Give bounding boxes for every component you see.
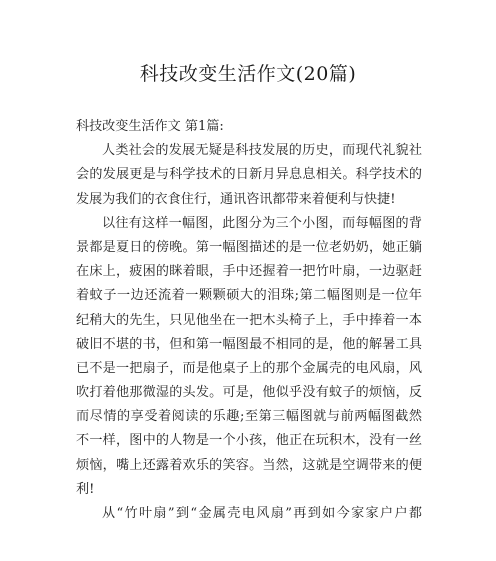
paragraph-line: 吹打着他那微湿的头发。可是，他似乎没有蚊子的烦恼，反 [76, 385, 422, 401]
paragraph-line: 会的发展更是与科学技术的日新月异息息相关。科学技术的 [76, 167, 422, 183]
paragraph-line: 已不是一把扇子，而是他桌子上的那个金属壳的电风扇，风 [76, 360, 422, 376]
paragraph-line: 烦恼，嘴上还露着欢乐的笑容。当然，这就是空调带来的便 [76, 457, 422, 473]
paragraph-line: 纪稍大的先生，只见他坐在一把木头椅子上，手中捧着一本 [76, 312, 422, 328]
paragraph-line: 人类社会的发展无疑是科技发展的历史，而现代礼貌社 [102, 143, 422, 159]
paragraph-line: 景都是夏日的傍晚。第一幅图描述的是一位老奶奶，她正躺 [76, 239, 422, 255]
paragraph-line: 以往有这样一幅图，此图分为三个小图，而每幅图的背 [102, 215, 422, 231]
paragraph-line: 破旧不堪的书，但和第一幅图最不相同的是，他的解暑工具 [76, 336, 422, 352]
paragraph-line: 在床上，疲困的眯着眼，手中还握着一把竹叶扇，一边驱赶 [76, 264, 422, 280]
paragraph-line: 不一样，图中的人物是一个小孩，他正在玩积木，没有一丝 [76, 433, 422, 449]
paragraph-line: 利! [76, 481, 95, 497]
paragraph-line: 发展为我们的衣食住行，通讯咨讯都带来着便利与快捷! [76, 191, 396, 207]
paragraph-line: 而尽情的享受着阅读的乐趣;至第三幅图就与前两幅图截然 [76, 409, 422, 425]
paragraph-line: 从“竹叶扇”到“金属壳电风扇”再到如今家家户户都 [102, 506, 422, 521]
document-body [76, 115, 422, 526]
section-heading: 科技改变生活作文 第1篇: [76, 119, 224, 134]
document-title: 科技改变生活作文(20篇) [139, 63, 357, 85]
paragraph-line: 着蚊子一边还流着一颗颗硕大的泪珠;第二幅图则是一位年 [76, 288, 422, 304]
